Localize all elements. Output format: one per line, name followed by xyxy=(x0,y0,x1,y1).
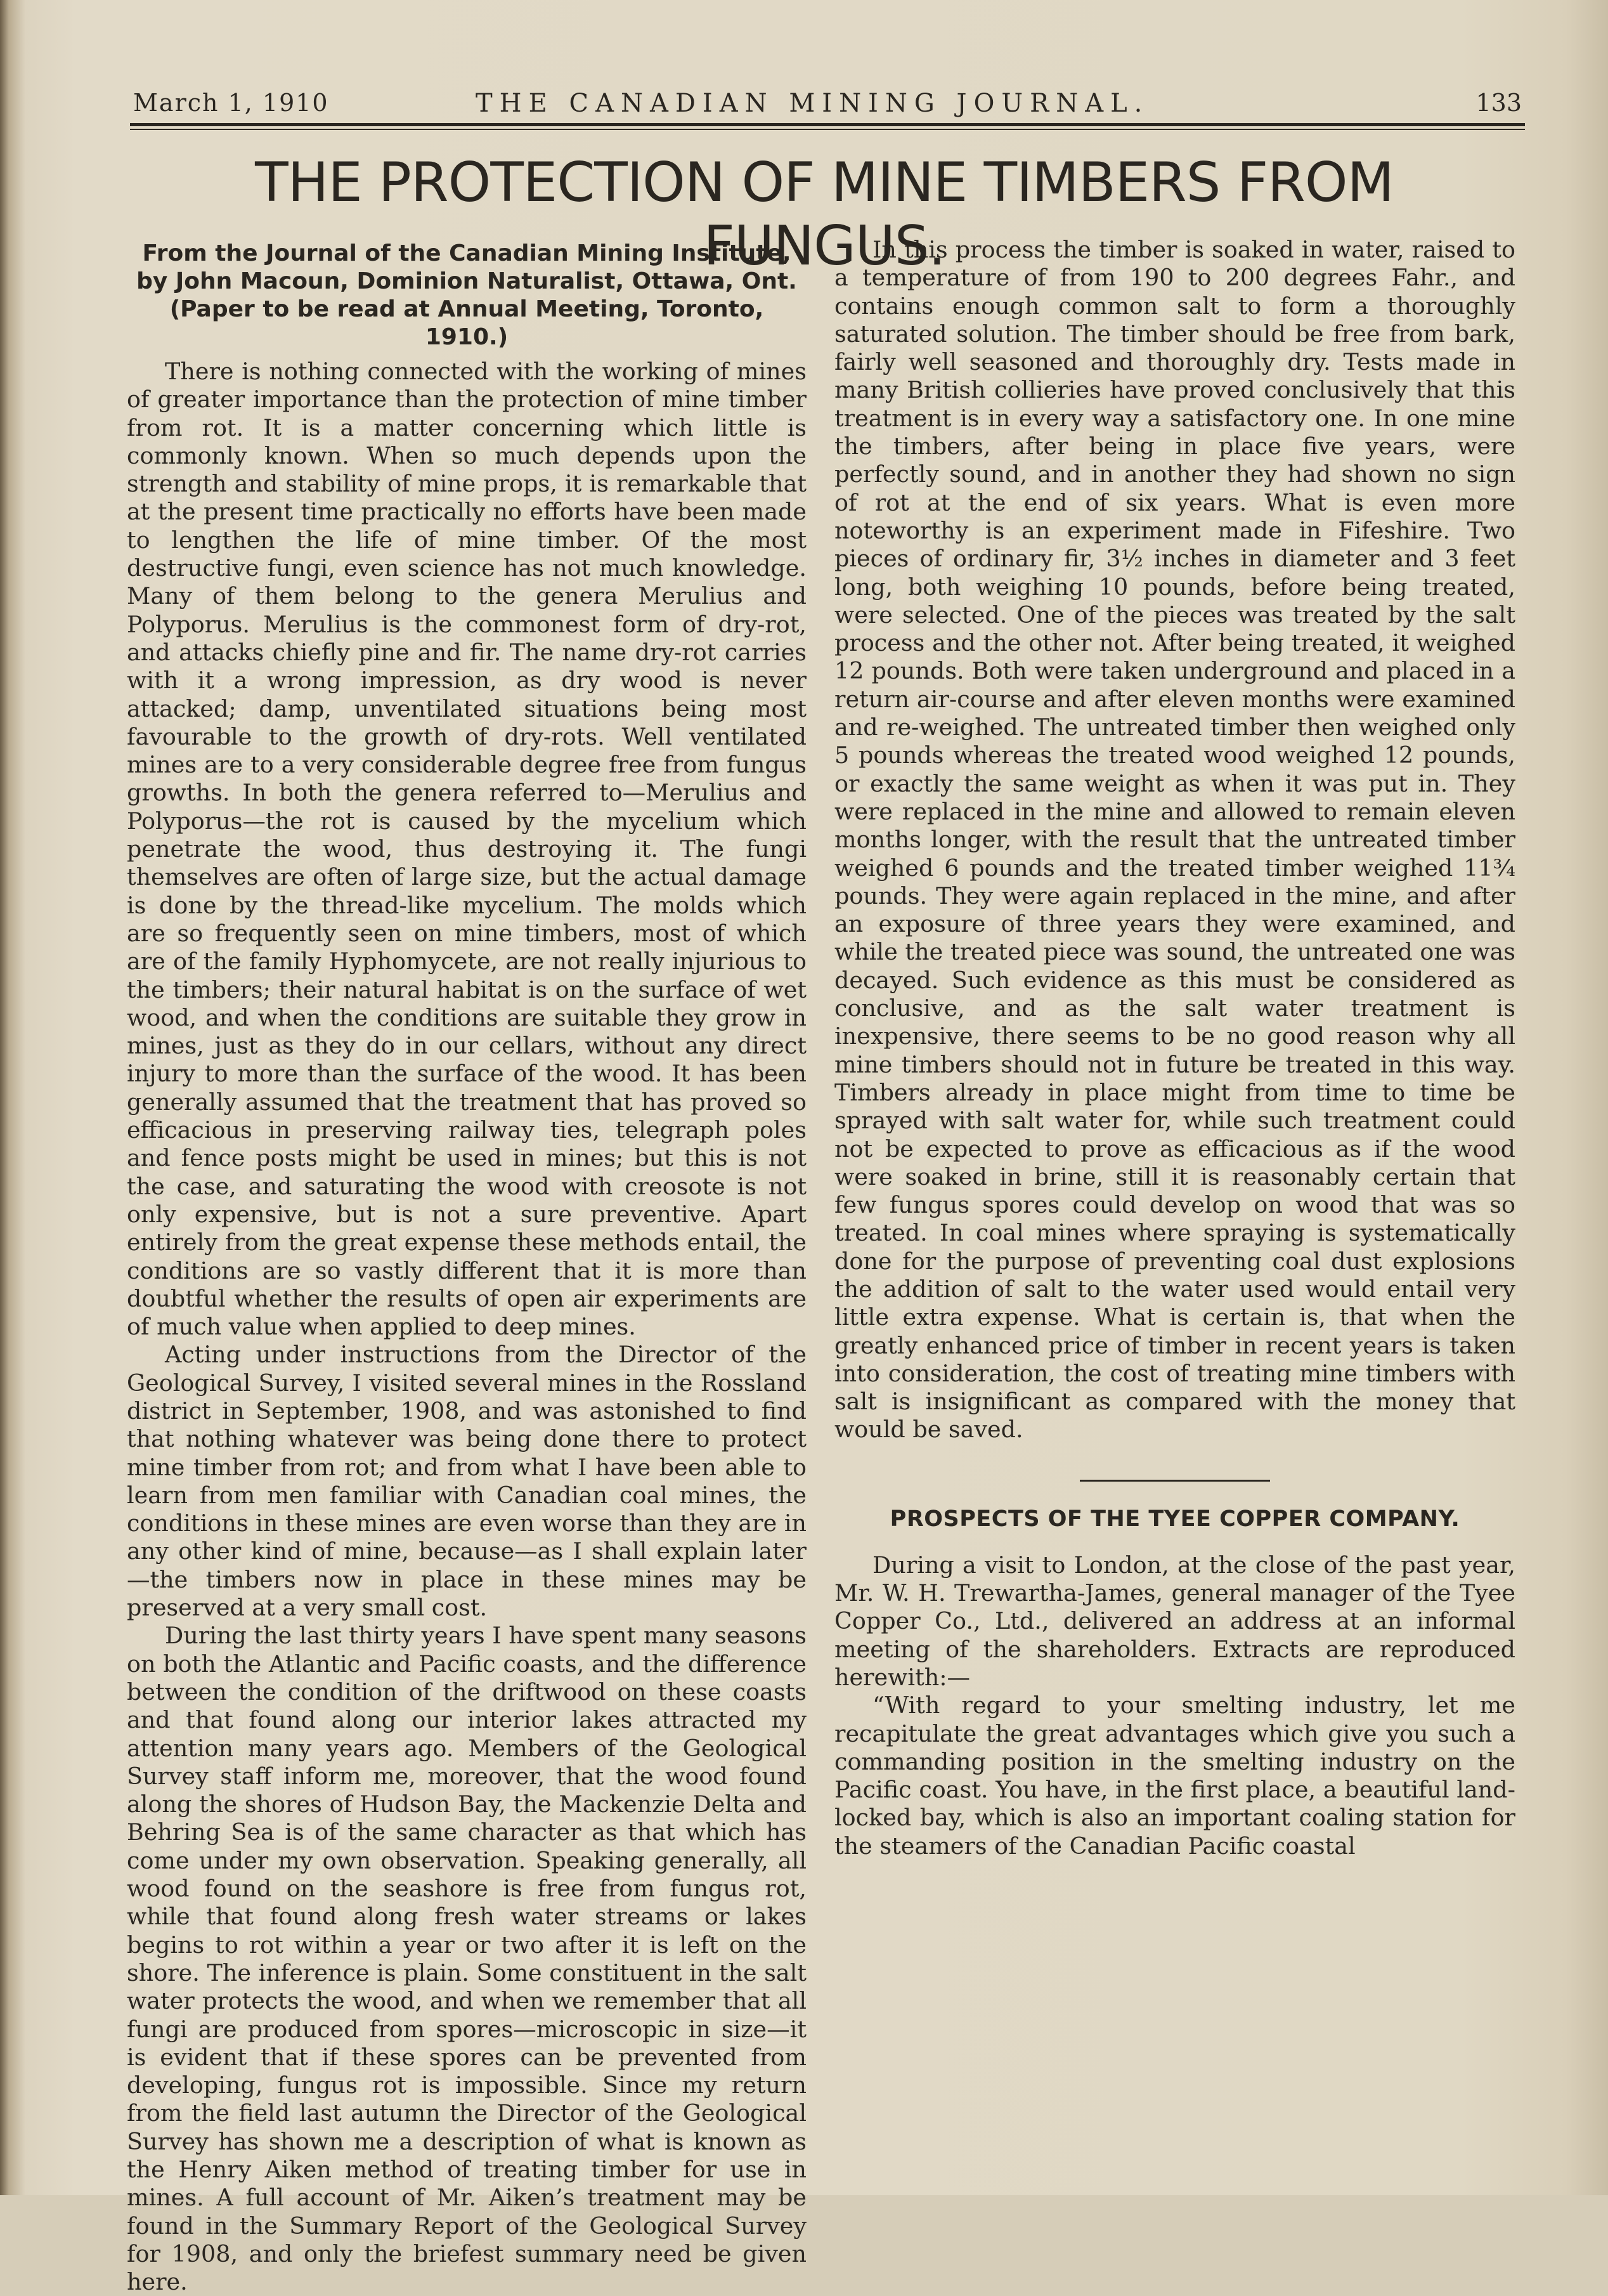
header-rule-thick xyxy=(130,123,1525,126)
article-byline: From the Journal of the Canadian Mining Institute, by John Macoun, Dominion Naturalist, Ottawa, Ont. (Paper to be read at Annual Meeting, Toronto, 1910.) xyxy=(136,240,797,350)
article-title: THE PROTECTION OF MINE TIMBERS FROM FUNGUS. xyxy=(255,151,1394,278)
column-right xyxy=(834,236,1515,1860)
article-paragraph-3: During the last thirty years I have spent many seasons on both the Atlantic and Pacific coasts, and the difference between the condition of the driftwood on these coasts and that found along our interior lakes attracted my attention many years ago. Members of the Geological Survey staff inform me, moreover, that the wood found along the shores of Hudson Bay, the Mackenzie Delta and Behring Sea is of the same character as that which has come under my own observation. Speaking generally, all wood found on the seashore is free from fungus rot, while that found along fresh water streams or lakes begins to rot within a year or two after it is left on the shore. The inference is plain. Some constituent in the salt water protects the wood, and when we remember that all fungi are produced from spores—microscopic in size—it is evident that if these spores can be prevented from developing, fungus rot is impossible. Since my return from the field last autumn the Director of the Geological Survey has shown me a description of what is known as the Henry Aiken method of treating timber for use in mines. A full account of Mr. Aiken’s treatment may be found in the Summary Report of the Geological Survey for 1908, and only the briefest summary need be given here. xyxy=(127,1622,807,2296)
column-left xyxy=(127,236,807,2296)
second-article-title: PROSPECTS OF THE TYEE COPPER COMPANY. xyxy=(890,1506,1460,1532)
page-number: 133 xyxy=(1475,89,1522,117)
second-article-paragraph-1: During a visit to London, at the close of the past year, Mr. W. H. Trewartha-James, general manager of the Tyee Copper Co., Ltd., delivered an address at an informal meeting of the shareholders. Extracts are reproduced herewith:— xyxy=(834,1551,1515,1691)
journal-name: THE CANADIAN MINING JOURNAL. xyxy=(476,89,1150,118)
second-article-paragraph-2: “With regard to your smelting industry, let me recapitulate the great advantages which give you such a commanding position in the smelting industry on the Pacific coast. You have, in the first place, a beautiful land-locked bay, which is also an important coaling station for the steamers of the Canadian Pacific coastal xyxy=(834,1692,1515,1860)
section-separator xyxy=(1080,1480,1270,1482)
header-rule-thin xyxy=(130,129,1525,130)
article-paragraph-2: Acting under instructions from the Director of the Geological Survey, I visited several mines in the Rossland district in September, 1908, and was astonished to find that nothing whatever was being done there to protect mine timber from rot; and from what I have been able to learn from men familiar with Canadian coal mines, the conditions in these mines are even worse than they are in any other kind of mine, because—as I shall explain later—the timbers now in place in these mines may be preserved at a very small cost. xyxy=(127,1341,807,1622)
issue-date: March 1, 1910 xyxy=(133,89,329,117)
article-paragraph-1: There is nothing connected with the working of mines of greater importance than the protection of mine timber from rot. It is a matter concerning which little is commonly known. When so much depends upon the strength and stability of mine props, it is remarkable that at the present time practically no efforts have been made to lengthen the life of mine timber. Of the most destructive fungi, even science has not much knowledge. Many of them belong to the genera Merulius and Polyporus. Merulius is the commonest form of dry-rot, and attacks chiefly pine and fir. The name dry-rot carries with it a wrong impression, as dry wood is never attacked; damp, unventilated situations being most favourable to the growth of dry-rots. Well ventilated mines are to a very considerable degree free from fungus growths. In both the genera referred to—Merulius and Polyporus—the rot is caused by the mycelium which penetrate the wood, thus destroying it. The fungi themselves are often of large size, but the actual damage is done by the thread-like mycelium. The molds which are so frequently seen on mine timbers, most of which are of the family Hyphomycete, are not really injurious to the timbers; their natural habitat is on the surface of wet wood, and when the conditions are suitable they grow in mines, just as they do in our cellars, without any direct injury to more than the surface of the wood. It has been generally assumed that the treatment that has proved so efficacious in preserving railway ties, telegraph poles and fence posts might be used in mines; but this is not the case, and saturating the wood with creosote is not only expensive, but is not a sure preventive. Apart entirely from the great expense these methods entail, the conditions are so vastly different that it is more than doubtful whether the results of open air experiments are of much value when applied to deep mines. xyxy=(127,358,807,1341)
article-paragraph-4: In this process the timber is soaked in water, raised to a temperature of from 190 to 200 degrees Fahr., and contains enough common salt to form a thoroughly saturated solution. The timber should be free from bark, fairly well seasoned and thoroughly dry. Tests made in many British collieries have proved conclusively that this treatment is in every way a satisfactory one. In one mine the timbers, after being in place five years, were perfectly sound, and in another they had shown no sign of rot at the end of six years. What is even more noteworthy is an experiment made in Fifeshire. Two pieces of ordinary fir, 3½ inches in diameter and 3 feet long, both weighing 10 pounds, before being treated, were selected. One of the pieces was treated by the salt process and the other not. After being treated, it weighed 12 pounds. Both were taken underground and placed in a return air-course and after eleven months were examined and re-weighed. The untreated timber then weighed only 5 pounds whereas the treated wood weighed 12 pounds, or exactly the same weight as when it was put in. They were replaced in the mine and allowed to remain eleven months longer, with the result that the untreated timber weighed 6 pounds and the treated timber weighed 11¾ pounds. They were again replaced in the mine, and after an exposure of three years they were examined, and while the treated piece was sound, the untreated one was decayed. Such evidence as this must be considered as conclusive, and as the salt water treatment is inexpensive, there seems to be no good reason why all mine timbers should not in future be treated in this way. Timbers already in place might from time to time be sprayed with salt water for, while such treatment could not be expected to prove as efficacious as if the wood were soaked in brine, still it is reasonably certain that few fungus spores could develop on wood that was so treated. In coal mines where spraying is systematically done for the purpose of preventing coal dust explosions the addition of salt to the water used would entail very little extra expense. What is certain is, that when the greatly enhanced price of timber in recent years is taken into consideration, the cost of treating mine timbers with salt is insignificant as compared with the money that would be saved. xyxy=(834,236,1515,1444)
